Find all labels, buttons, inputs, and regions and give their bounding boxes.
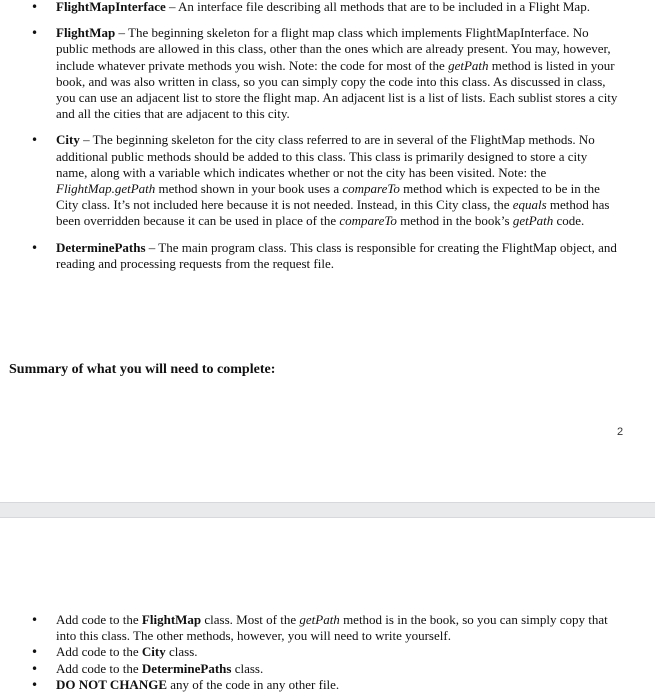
todo-item xyxy=(0,661,655,677)
description-item xyxy=(0,240,655,272)
body-text: class. xyxy=(231,660,264,676)
todo-item xyxy=(0,677,655,693)
body-text: – An interface file describing all methods that are to be included in a Flight Map. xyxy=(165,0,590,14)
todo-list xyxy=(0,612,655,693)
bullet-icon: • xyxy=(31,26,39,41)
bullet-icon: • xyxy=(31,240,39,255)
page-number xyxy=(0,424,630,440)
bold-term: FlightMap xyxy=(56,25,116,41)
file-description-list xyxy=(0,0,655,282)
body-text: code. xyxy=(553,213,585,229)
summary-heading: Summary of what you will need to complete: xyxy=(9,362,276,377)
body-text: method which is expected to be in the City class. It’s not included here because it is not needed. Instead, in this City class, the xyxy=(56,181,600,213)
bold-term: FlightMapInterface xyxy=(56,0,166,14)
body-text: Add code to the xyxy=(56,660,142,676)
italic-term: getPath xyxy=(448,57,489,73)
body-text: – The main program class. This class is responsible for creating the FlightMap object, and reading and processing requests from the request file. xyxy=(56,239,617,271)
bold-term: DeterminePaths xyxy=(141,660,232,676)
italic-term: getPath xyxy=(299,612,340,627)
body-text: any of the code in any other file. xyxy=(167,676,340,692)
bullet-icon: • xyxy=(31,677,39,692)
todo-item xyxy=(0,644,655,660)
body-text: method is listed in your book, and was also written in class, so you can simply copy the code into this class. As discussed in class, you can use an adjacent list to store the flight map. An adjacent list is a list of lists. Each sublist stores a city and all the cities that are adjacent to this city. xyxy=(56,57,618,122)
bullet-icon: • xyxy=(31,645,39,660)
bold-term: City xyxy=(56,132,80,148)
document-page-bottom xyxy=(0,518,655,694)
bullet-icon: • xyxy=(31,0,39,14)
italic-term: compareTo xyxy=(339,213,397,229)
body-text: method shown in your book uses a xyxy=(155,181,343,197)
body-text: – The beginning skeleton for the city class referred to are in several of the FlightMap methods. No additional public methods should be added to this class. This class is primarily designed to store a city name, along with a variable which indicates whether or not the city has been visited. Note: the xyxy=(56,132,595,180)
bullet-icon: • xyxy=(31,613,39,627)
italic-term: getPath xyxy=(512,213,554,229)
bullet-icon: • xyxy=(31,661,39,676)
bold-term: City xyxy=(141,644,166,660)
description-item xyxy=(0,25,655,122)
body-text: class. Most of the xyxy=(201,612,300,627)
page-number-text: 2 xyxy=(616,426,624,438)
bold-term: DO NOT CHANGE xyxy=(56,676,167,692)
italic-term: compareTo xyxy=(342,181,400,197)
body-text: – The beginning skeleton for a flight map class which implements FlightMapInterface. No public methods are allowed in this class, other than the ones which are already present. You may, however, include whatever private methods you wish. Note: the code for most of the xyxy=(56,25,611,73)
body-text: Add code to the xyxy=(56,612,142,627)
body-text: class. xyxy=(165,644,198,660)
page-break-divider xyxy=(0,502,655,518)
todo-item xyxy=(0,612,655,644)
body-text: method has been overridden because it can be used in place of the xyxy=(56,197,610,229)
body-text: method in the book’s xyxy=(396,213,513,229)
bold-term: FlightMap xyxy=(141,612,202,627)
body-text: method is in the book, so you can simply copy that into this class. The other methods, however, you will need to write yourself. xyxy=(56,612,608,644)
bullet-icon: • xyxy=(31,133,39,148)
italic-term: FlightMap.getPath xyxy=(56,181,156,197)
body-text: Add code to the xyxy=(56,644,142,660)
description-item xyxy=(0,132,655,229)
description-item xyxy=(0,0,655,15)
bold-term: DeterminePaths xyxy=(56,239,146,255)
italic-term: equals xyxy=(512,197,547,213)
